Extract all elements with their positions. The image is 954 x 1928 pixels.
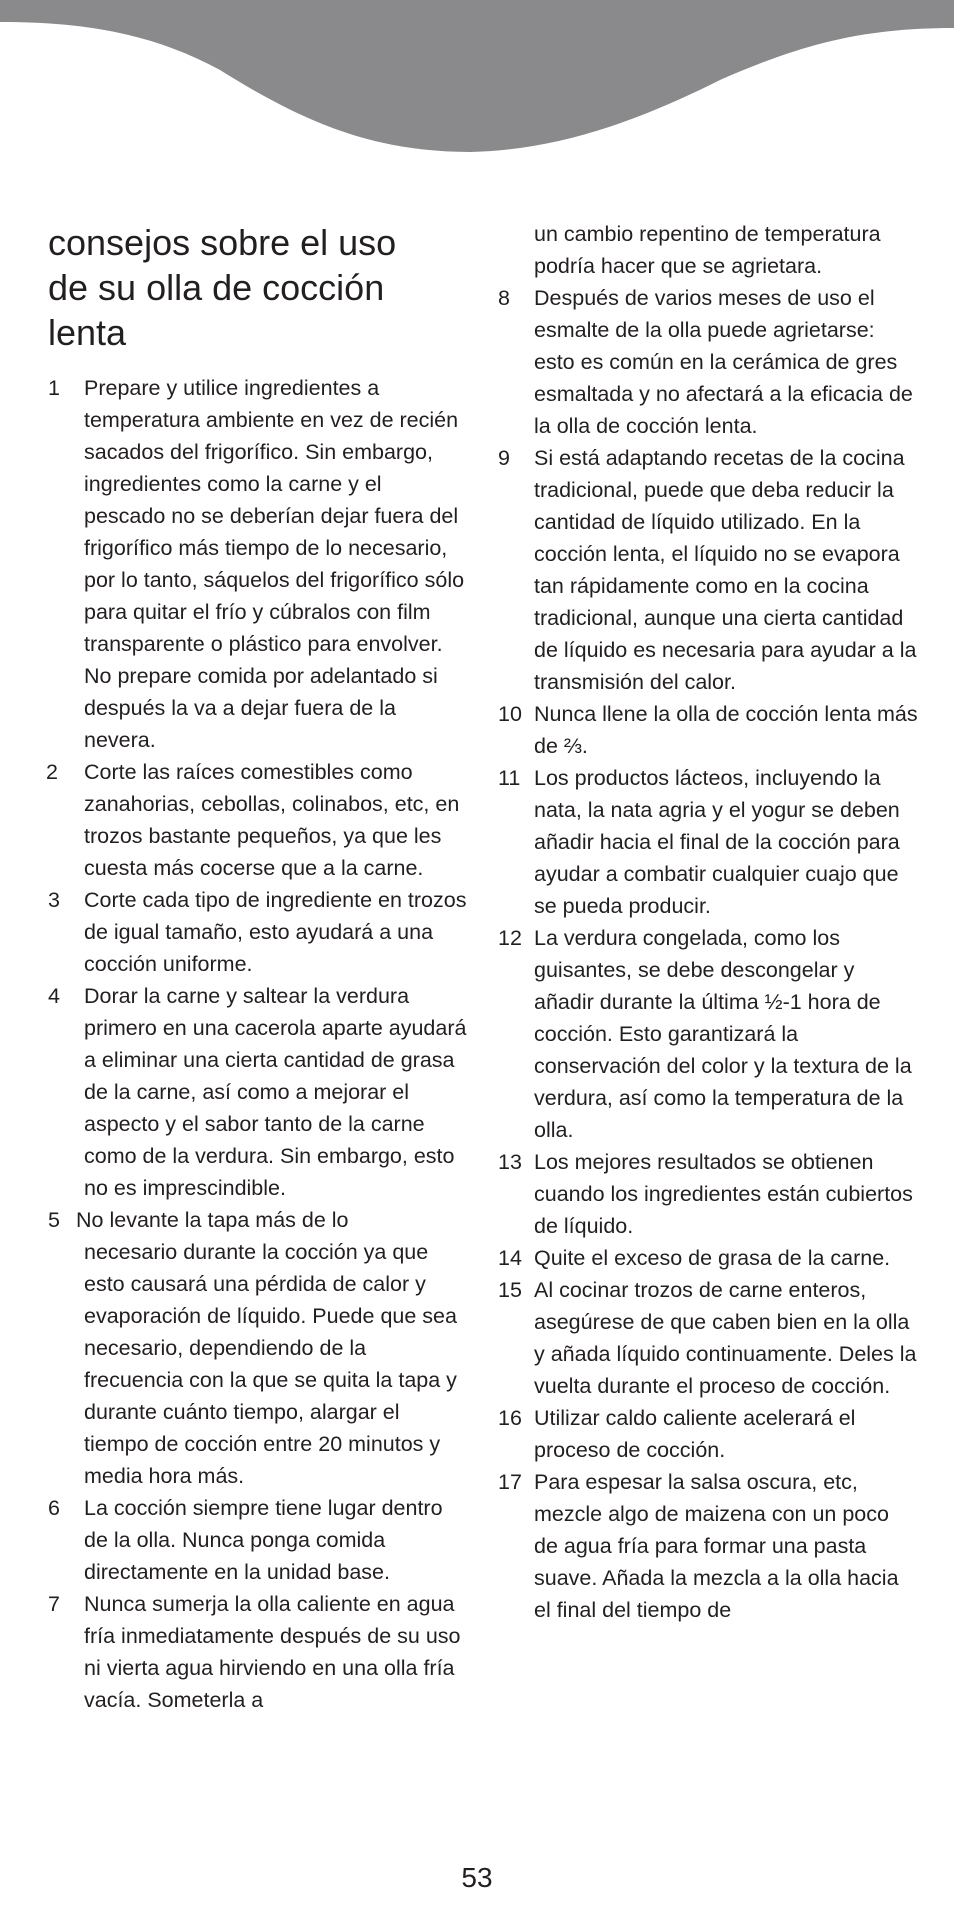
list-item [498, 922, 918, 1146]
item-number: 2 [46, 760, 58, 784]
list-item [498, 1402, 918, 1466]
item-text: Después de varios meses de uso el esmalte de la olla puede agrietarse: esto es común en la cerámica de gres esmaltada y no afectará a la eficacia de la olla de cocción lenta. [534, 286, 913, 438]
tips-list-left [48, 372, 468, 1716]
list-item [48, 1204, 468, 1492]
item-number: 17 [498, 1470, 522, 1494]
item-text: Los productos lácteos, incluyendo la nata, la nata agria y el yogur se deben añadir hacia el final de la cocción para ayudar a combatir cualquier cuajo que se pueda producir. [534, 766, 900, 918]
item-text: Para espesar la salsa oscura, etc, mezcle algo de maizena con un poco de agua fría para formar una pasta suave. Añada la mezcla a la olla hacia el final del tiempo de [534, 1470, 899, 1622]
item-number: 16 [498, 1406, 522, 1430]
item-number: 15 [498, 1278, 522, 1302]
header-wave-decoration [0, 0, 954, 160]
item-text: Los mejores resultados se obtienen cuando los ingredientes están cubiertos de líquido. [534, 1150, 913, 1238]
item-number: 7 [48, 1592, 60, 1616]
item-text: Corte las raíces comestibles como zanahorias, cebollas, colinabos, etc, en trozos bastante pequeños, ya que les cuesta más cocerse que a la carne. [84, 760, 460, 880]
item-number: 6 [48, 1496, 60, 1520]
list-item [498, 442, 918, 698]
tips-list-right [498, 218, 918, 1626]
item-number: 5 [48, 1208, 60, 1232]
item-text: Prepare y utilice ingredientes a temperatura ambiente en vez de recién sacados del frigorífico. Sin embargo, ingredientes como la carne y el pescado no se deberían dejar fuera del frigorífico más tiempo de lo necesario, por lo tanto, sáquelos del frigorífico sólo para quitar el frío y cúbralos con film transparente o plástico para envolver. No prepare comida por adelantado si después la va a dejar fuera de la nevera. [84, 376, 465, 752]
list-item [48, 980, 468, 1204]
page-number: 53 [461, 1862, 493, 1893]
item-number: 14 [498, 1246, 522, 1270]
list-item [498, 1274, 918, 1402]
item-number: 1 [48, 376, 60, 400]
item-text: Si está adaptando recetas de la cocina tradicional, puede que deba reducir la cantidad de líquido utilizado. En la cocción lenta, el líquido no se evapora tan rápidamente como en la cocina tradicional, aunque una cierta cantidad de líquido es necesaria para ayudar a la transmisión del calor. [534, 446, 917, 694]
list-item [48, 1492, 468, 1588]
item-text: Utilizar caldo caliente acelerará el proceso de cocción. [534, 1406, 856, 1462]
list-item [498, 762, 918, 922]
list-item [48, 1588, 468, 1716]
page-title: consejos sobre el uso de su olla de cocción lenta [48, 222, 397, 353]
list-item [498, 282, 918, 442]
item-number: 8 [498, 286, 510, 310]
list-item [48, 372, 468, 756]
item-7-continuation: un cambio repentino de temperatura podría hacer que se agrietara. [534, 222, 881, 278]
list-item [498, 698, 918, 762]
item-text: Corte cada tipo de ingrediente en trozos de igual tamaño, esto ayudará a una cocción uniforme. [84, 888, 467, 976]
item-number: 4 [48, 984, 60, 1008]
item-text: La cocción siempre tiene lugar dentro de la olla. Nunca ponga comida directamente en la unidad base. [84, 1496, 443, 1584]
item-text: Al cocinar trozos de carne enteros, asegúrese de que caben bien en la olla y añada líquido continuamente. Deles la vuelta durante el proceso de cocción. [534, 1278, 917, 1398]
item-number: 3 [48, 888, 60, 912]
list-item [498, 1242, 918, 1274]
item-text: Nunca llene la olla de cocción lenta más de ⅔. [534, 702, 918, 758]
list-item [498, 1146, 918, 1242]
item-number: 9 [498, 446, 510, 470]
item-text: Nunca sumerja la olla caliente en agua fría inmediatamente después de su uso ni vierta agua hirviendo en una olla fría vacía. Someterla a [84, 1592, 461, 1712]
item-number: 13 [498, 1150, 522, 1174]
item-text: Dorar la carne y saltear la verdura primero en una cacerola aparte ayudará a eliminar una cierta cantidad de grasa de la carne, así como a mejorar el aspecto y el sabor tanto de la carne como de la verdura. Sin embargo, esto no es imprescindible. [84, 984, 467, 1200]
item-text: Quite el exceso de grasa de la carne. [534, 1246, 891, 1270]
item-number: 11 [498, 766, 521, 790]
item-text: La verdura congelada, como los guisantes, se debe descongelar y añadir durante la última ½-1 hora de cocción. Esto garantizará la conservación del color y la textura de la verdura, así como la temperatura de la olla. [534, 926, 912, 1142]
list-item [48, 884, 468, 980]
item-number: 12 [498, 926, 522, 950]
item-number: 10 [498, 702, 522, 726]
item-text-first: No levante la tapa más de lo [76, 1208, 349, 1232]
item-text: necesario durante la cocción ya que esto causará una pérdida de calor y evaporación de líquido. Puede que sea necesario, dependiendo de la frecuencia con la que se quita la tapa y durante cuánto tiempo, alargar el tiempo de cocción entre 20 minutos y media hora más. [84, 1240, 457, 1488]
list-item [498, 1466, 918, 1626]
list-item [48, 756, 468, 884]
